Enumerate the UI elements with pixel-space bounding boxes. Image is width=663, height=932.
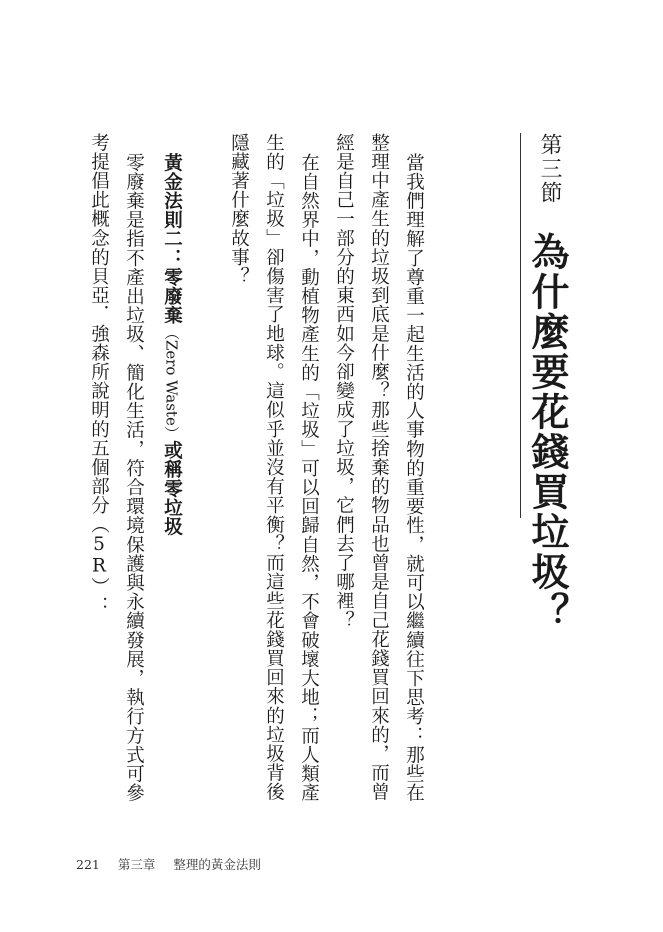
section-title: 為什麼要花錢買垃圾？ [525, 232, 570, 632]
body-line: 經是自己一部分的東西如今卻變成了垃圾，它們去了哪裡？ [333, 133, 355, 630]
chapter-label: 第三章 [117, 857, 156, 872]
rule-heading-label: 黃金法則二：零廢棄 [161, 153, 183, 325]
body-line: 當我們理解了尊重一起生活的人事物的重要性，就可以繼續往下思考：那些在 [403, 153, 425, 803]
rule-heading-suffix: 或稱零垃圾 [161, 440, 183, 537]
body-line: 生的「垃圾」卻傷害了地球。這似乎並沒有平衡？而這些花錢買回來的垃圾背後 [263, 133, 285, 802]
page-footer [76, 855, 275, 873]
rule-heading [162, 153, 181, 536]
rule-heading-english: （Zero Waste） [162, 324, 181, 441]
body-line: 零廢棄是指不產出垃圾、簡化生活，符合環境保護與永續發展，執行方式可參 [123, 153, 145, 803]
body-line: 隱藏著什麼故事？ [228, 133, 250, 286]
chapter-title: 整理的黃金法則 [173, 857, 261, 872]
body-line: 考提倡此概念的貝亞．強森所說明的五個部分（5R）： [88, 133, 110, 616]
page-number: 221 [76, 857, 100, 872]
section-label: 第三節 [537, 133, 562, 205]
title-divider [520, 133, 521, 518]
body-line: 整理中產生的垃圾到底是什麼？那些捨棄的物品也曾是自己花錢買回來的，而曾 [368, 133, 390, 802]
body-line: 在自然界中，動植物產生的「垃圾」可以回歸自然，不會破壞大地；而人類產 [298, 153, 320, 803]
